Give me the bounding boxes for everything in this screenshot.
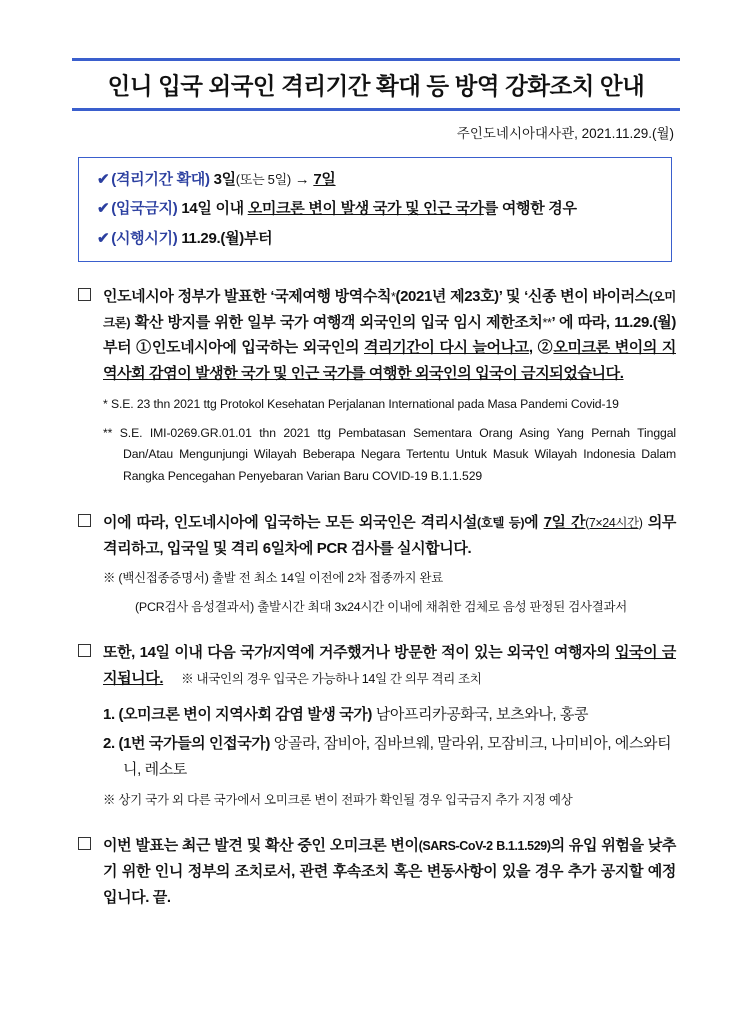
byline: 주인도네시아대사관, 2021.11.29.(월)	[456, 126, 674, 141]
numbered-item-2-label: (1번 국가들의 인접국가)	[118, 735, 270, 753]
footnote-1-mark: *	[103, 396, 108, 411]
summary-value-days: 3일	[213, 171, 236, 188]
section-1-footnote-2	[103, 423, 676, 488]
s1-p9: 오미크론 변이의 지역사회 감염이 발생한 국가 및 인근 국가를 여행한 외국인의 입국이 금지되었습니다.	[103, 339, 676, 383]
check-icon: ✔	[97, 171, 110, 188]
page-title: 인니 입국 외국인 격리기간 확대 등 방역 강화조치 안내	[107, 73, 645, 99]
summary-entry-ban-underline: 오미크론 변이 발생 국가 및 인근 국가	[247, 200, 484, 218]
numbered-item-2	[103, 731, 676, 783]
summary-effective-date-value: 11.29.(월)부터	[181, 229, 273, 247]
summary-arrow: →	[294, 171, 310, 188]
numbered-item-1-num: 1.	[103, 705, 115, 723]
section-4-body	[103, 833, 676, 910]
section-2-body	[103, 510, 676, 618]
bullet-square-icon	[78, 837, 91, 850]
s1-p3: (오미크론)	[103, 289, 676, 330]
s2-p1: (호텔 등)	[476, 515, 525, 530]
s2-p5: 의무 격리하고, 입국일 및 격리 6일차에 PCR 검사를 실시합니다.	[103, 513, 677, 557]
s2-p2: 에	[524, 513, 544, 531]
summary-label-quarantine: (격리기간 확대)	[111, 171, 210, 188]
section-4-paragraph	[103, 833, 676, 910]
section-3-note-1: ※ 상기 국가 외 다른 국가에서 오미크론 변이 전파가 확인될 경우 입국금지 추가 지정 예상	[103, 793, 573, 808]
footnote-2-text: S.E. IMI-0269.GR.01.01 thn 2021 ttg Pembatasan Sementara Orang Asing Yang Pernah Tinggal Dan/Atau Mengunjungi Wilayah Beberapa Negara Tertentu Untuk Masuk Wilayah Indonesia Dalam Rangka Pencegahan Penyebaran Varian Baru COVID-19 B.1.1.529	[119, 425, 676, 484]
summary-paren-days: (또는 5일)	[235, 172, 291, 187]
s1-p0: 인도네시아 정부가 발표한 ‘국제여행 방역수칙	[103, 287, 392, 305]
section-3-paragraph	[103, 640, 676, 692]
footnote-2-mark: **	[103, 425, 113, 440]
title-banner	[72, 58, 680, 111]
summary-entry-ban-text2: 를 여행한 경우	[483, 200, 577, 218]
section-3-body	[103, 640, 676, 811]
s4-p1: (SARS-CoV-2 B.1.1.529)	[418, 839, 551, 854]
summary-item-quarantine	[97, 170, 655, 190]
summary-label-effective-date: (시행시기)	[111, 229, 178, 247]
summary-value-result: 7일	[313, 171, 336, 188]
section-2-paragraph	[103, 510, 676, 562]
section-2	[78, 488, 676, 618]
s4-p0: 이번 발표는 최근 발견 및 확산 중인 오미크론 변이	[103, 837, 419, 855]
s4-p2: 의 유입 위험을 낮추기 위한 인니 정부의 조치로서, 관련 후속조치 혹은 변동사항이 있을 경우 추가 공지할 예정입니다. 끝.	[103, 837, 676, 906]
section-3-numbered-list	[103, 702, 676, 783]
summary-entry-ban-text1: 14일 이내	[181, 200, 248, 218]
bullet-square-icon	[78, 514, 91, 527]
section-1-paragraph	[103, 284, 676, 387]
s3-p1: 입국이 금지됩니다.	[103, 644, 676, 687]
section-3	[78, 618, 676, 811]
section-1-body	[103, 284, 676, 488]
section-2-note-2: (PCR검사 음성결과서) 출발시간 최대 3x24시간 이내에 채취한 검체로 음성 판정된 검사결과서	[135, 599, 628, 614]
s3-inline-note: ※ 내국인의 경우 입국은 가능하나 14일 간 의무 격리 조치	[181, 671, 482, 686]
check-icon: ✔	[97, 200, 110, 218]
s1-footnote-mark-1: *	[391, 289, 396, 304]
numbered-item-1-text: 남아프리카공화국, 보츠와나, 홍콩	[375, 705, 589, 723]
summary-item-entry-ban	[97, 199, 655, 219]
section-4	[78, 811, 676, 910]
bullet-square-icon	[78, 644, 91, 657]
s1-footnote-mark-2: **	[542, 315, 552, 330]
summary-box	[78, 157, 672, 262]
numbered-item-2-text: 앙골라, 잠비아, 짐바브웨, 말라위, 모잠비크, 나미비아, 에스와티니, 레소토	[123, 735, 672, 779]
section-1-footnote-1	[103, 394, 676, 416]
s2-p4: (7×24시간)	[585, 515, 643, 530]
numbered-item-2-num: 2.	[103, 735, 115, 753]
summary-item-effective-date	[97, 229, 655, 249]
bullet-square-icon	[78, 288, 91, 301]
section-2-note-1: ※ (백신접종증명서) 출발 전 최소 14일 이전에 2차 접종까지 완료	[103, 571, 443, 586]
check-icon: ✔	[97, 229, 110, 247]
s1-p2: (2021년 제23호)’ 및 ‘신종 변이 바이러스	[395, 287, 649, 305]
numbered-item-1-label: (오미크론 변이 지역사회 감염 발생 국가)	[118, 705, 372, 723]
s1-p4: 확산 방지를 위한 일부 국가 여행객 외국인의 입국 임시 제한조치	[130, 313, 543, 331]
section-1	[78, 262, 676, 488]
s1-p6: ’ 에 따라, 11.29.(월)부터 ①인도네시아에 입국하는 외국인의	[103, 313, 676, 357]
summary-label-entry-ban: (입국금지)	[111, 200, 178, 218]
s2-p3: 7일 간	[543, 513, 586, 531]
numbered-item-1	[103, 702, 676, 728]
s1-p8: , ②	[528, 339, 554, 357]
s1-p7: 격리기간이 다시 늘어나고	[364, 339, 529, 357]
s3-p0: 또한, 14일 이내 다음 국가/지역에 거주했거나 방문한 적이 있는 외국인 여행자의	[103, 644, 615, 662]
s2-p0: 이에 따라, 인도네시아에 입국하는 모든 외국인은 격리시설	[103, 513, 477, 531]
footnote-1-text: S.E. 23 thn 2021 ttg Protokol Kesehatan Perjalanan International pada Masa Pandemi Covid-19	[110, 396, 619, 411]
